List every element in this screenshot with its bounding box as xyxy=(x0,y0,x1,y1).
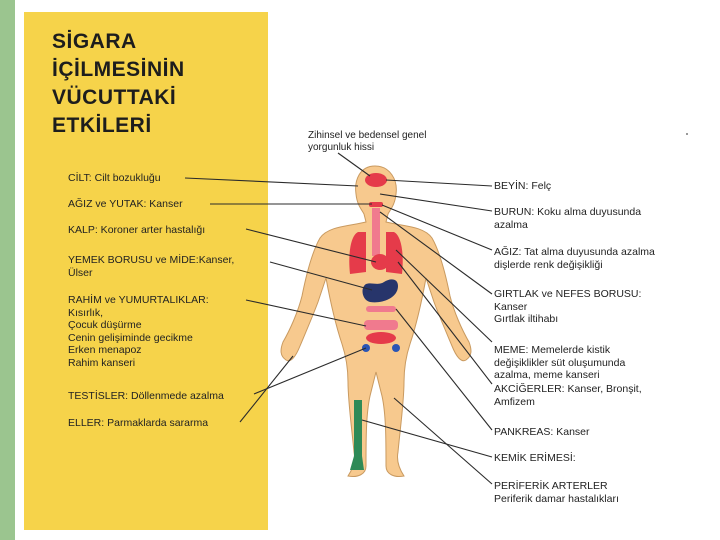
label-pancreas: PANKREAS: Kanser xyxy=(494,426,590,438)
label-mouth-throat: AĞIZ ve YUTAK: Kanser xyxy=(68,198,183,210)
trachea-mark xyxy=(372,208,380,226)
bone-mark xyxy=(354,400,362,456)
label-uterus-ovaries: RAHİM ve YUMURTALIKLAR: Kısırlık, Çocuk düşürme Cenin gelişiminde gecikme Erken menapoz Rahim kanseri xyxy=(68,294,209,369)
pelvis-mark xyxy=(366,332,396,344)
fatigue-note: Zihinsel ve bedensel genel yorgunluk hissi xyxy=(308,130,427,153)
scan-speck xyxy=(686,133,688,135)
title-line: SİGARA xyxy=(52,30,137,53)
label-skin: CİLT: Cilt bozukluğu xyxy=(68,172,161,184)
label-larynx-trachea: GIRTLAK ve NEFES BORUSU: Kanser Gırtlak iltihabı xyxy=(494,288,642,325)
label-nose: BURUN: Koku alma duyusunda azalma xyxy=(494,206,642,231)
title-line: İÇİLMESİNİN xyxy=(52,58,185,81)
title-line: ETKİLERİ xyxy=(52,114,152,137)
label-brain: BEYİN: Felç xyxy=(494,180,552,192)
label-mouth: AĞIZ: Tat alma duyusunda azalma dişlerde renk değişikliği xyxy=(494,246,655,271)
label-osteoporosis: KEMİK ERİMESİ: xyxy=(494,452,576,464)
title-line: VÜCUTTAKİ xyxy=(52,86,177,109)
label-peripheral-arteries: PERİFERİK ARTERLER Periferik damar hastalıkları xyxy=(494,480,619,505)
label-breast: MEME: Memelerde kistik değişiklikler süt oluşumunda azalma, meme kanseri xyxy=(494,344,626,381)
label-lungs: AKCİĞERLER: Kanser, Bronşit, Amfizem xyxy=(494,383,642,408)
heart-mark xyxy=(371,254,389,270)
label-heart: KALP: Koroner arter hastalığı xyxy=(68,224,206,236)
label-hands: ELLER: Parmaklarda sararma xyxy=(68,417,209,429)
label-testes: TESTİSLER: Döllenmede azalma xyxy=(68,390,224,402)
uterus-mark xyxy=(364,320,398,330)
pancreas-mark xyxy=(366,306,396,312)
right-testis-mark xyxy=(392,344,400,352)
esophagus-mark xyxy=(372,226,380,256)
foot-bone-mark xyxy=(350,456,364,470)
label-esophagus-stomach: YEMEK BORUSU ve MİDE:Kanser, Ülser xyxy=(68,254,235,279)
